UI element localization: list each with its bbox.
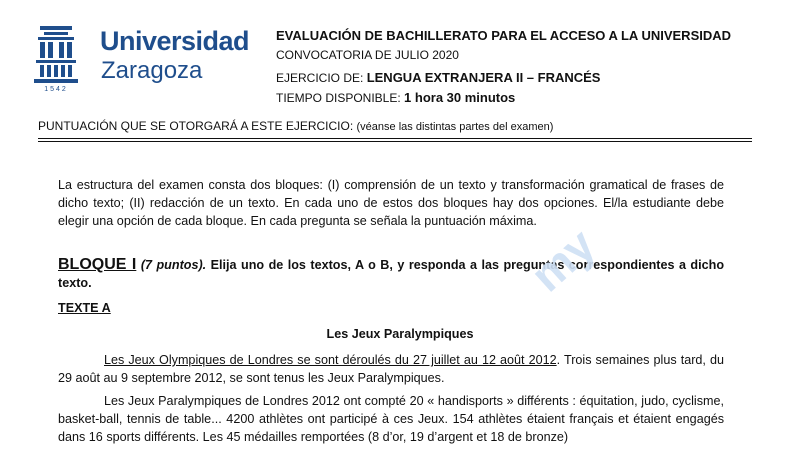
- points-line: [38, 119, 553, 133]
- exercise-value: LENGUA EXTRANJERA II – FRANCÉS: [366, 70, 601, 85]
- divider-bottom: [38, 141, 752, 142]
- exam-subject: [276, 70, 600, 85]
- university-logo: [30, 24, 270, 102]
- article-paragraph-2: Les Jeux Paralympiques de Londres 2012 ont compté 20 « handisports » différents : équitation, judo, cyclisme, basket-ball, tennis de table... 4200 athlètes ont participé à ces Jeux. 154 athlètes étaient français et étaient engagés dans 16 sports différents. Les 45 médailles remportées (8 d’or, 19 d’argent et 18 de bronze): [58, 394, 724, 444]
- block-one-heading: [58, 256, 724, 292]
- exam-time: [276, 90, 515, 105]
- logo-name-line1: Universidad: [100, 26, 250, 56]
- article-paragraph-1: [58, 351, 724, 387]
- article-paragraph-1-rest: . Trois semaines plus tard, du 29 août au 9 septembre 2012, se sont tenus les Jeux Paralympiques.: [58, 353, 724, 385]
- block-one-points: (7 puntos).: [140, 258, 207, 272]
- article-title: Les Jeux Paralympiques: [326, 327, 474, 341]
- texte-label: TEXTE A: [58, 301, 111, 315]
- block-one-instruction: Elija uno de los textos, A o B, y responda a las preguntas correspondientes a dicho texto.: [58, 258, 725, 290]
- watermark: my: [520, 218, 605, 302]
- exam-session: CONVOCATORIA DE JULIO 2020: [276, 48, 459, 62]
- time-value: 1 hora 30 minutos: [404, 90, 516, 105]
- university-crest-icon: [34, 24, 78, 86]
- exam-title: EVALUACIÓN DE BACHILLERATO PARA EL ACCESO A LA UNIVERSIDAD: [276, 28, 732, 43]
- block-one-title: BLOQUE I: [58, 256, 137, 273]
- divider-top: [38, 138, 752, 139]
- points-label: PUNTUACIÓN QUE SE OTORGARÁ A ESTE EJERCICIO:: [38, 119, 357, 133]
- points-note: (véanse las distintas partes del examen): [356, 121, 554, 133]
- logo-name-line2: Zaragoza: [101, 57, 203, 84]
- article-paragraph-1-underlined: Les Jeux Olympiques de Londres se sont déroulés du 27 juillet au 12 août 2012: [104, 353, 557, 367]
- intro-paragraph: La estructura del examen consta dos bloques: (I) comprensión de un texto y transformación gramatical de frases de dicho texto; (II) redacción de un texto. En cada uno de estos dos bloques hay dos opciones. El/la estudiante debe elegir una opción de cada bloque. En cada pregunta se señala la puntuación máxima.: [58, 178, 724, 228]
- exercise-label: EJERCICIO DE:: [276, 71, 367, 85]
- time-label: TIEMPO DISPONIBLE:: [276, 91, 405, 105]
- logo-year: 1542: [44, 86, 68, 93]
